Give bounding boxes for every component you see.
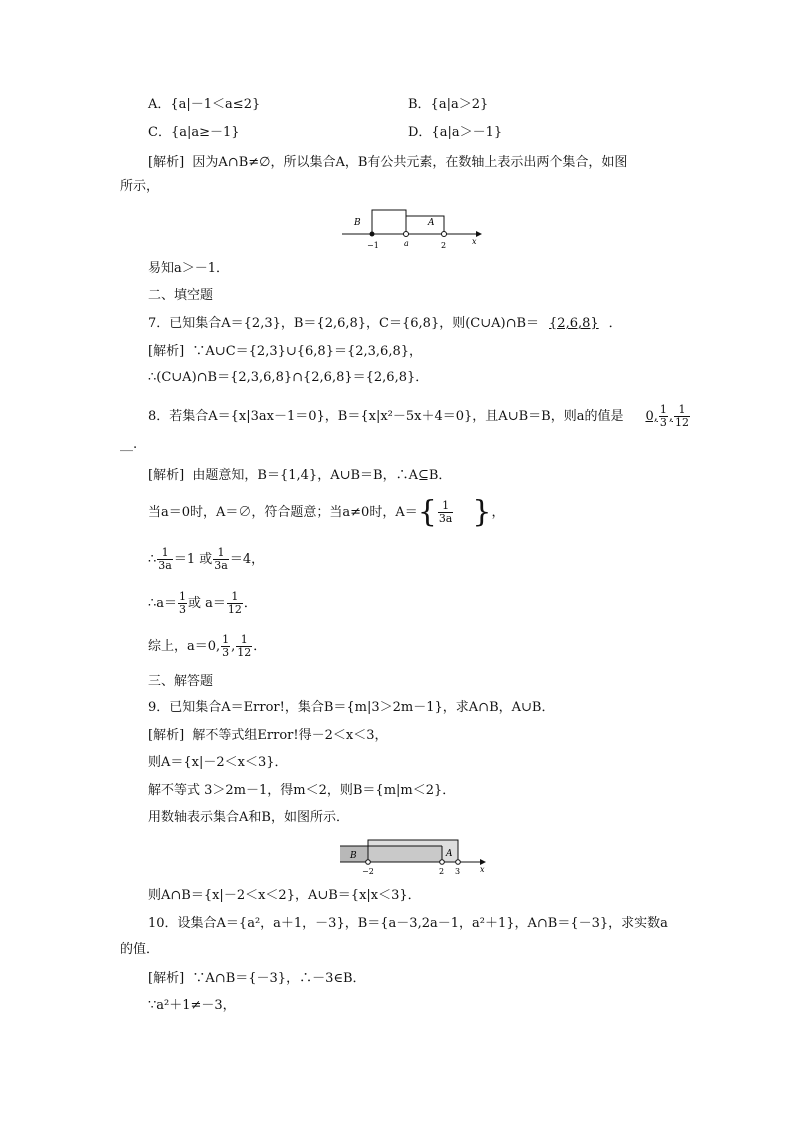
analysis-line: 用数轴表示集合A和B，如图所示． xyxy=(148,810,349,825)
q10-question: 10．设集合A＝{a²，a＋1，－3}，B＝{a－3,2a－1，a²＋1}，A∩B＝{－3}，求实数a xyxy=(148,916,668,931)
axis-label: x xyxy=(480,865,485,874)
numerator: 1 xyxy=(213,547,229,560)
fraction xyxy=(227,591,243,616)
open-point xyxy=(440,860,445,865)
analysis-line xyxy=(148,589,257,619)
fraction xyxy=(157,547,173,572)
axis-arrow xyxy=(476,231,482,237)
analysis-line: 所示， xyxy=(120,179,160,194)
label-b: B xyxy=(350,851,357,861)
analysis-line: 则A＝{x|－2＜x＜3}． xyxy=(148,755,288,770)
separator: , xyxy=(668,409,673,424)
numerator: 1 xyxy=(157,547,173,560)
analysis-line: 解不等式 3＞2m－1，得m＜2，则B＝{m|m＜2}． xyxy=(148,783,456,798)
analysis-tag: [解析] xyxy=(148,344,185,359)
analysis-line: 因为A∩B≠∅，所以集合A，B有公共元素，在数轴上表示出两个集合，如图 xyxy=(192,155,628,170)
denominator: 3 xyxy=(659,416,667,429)
denominator: 12 xyxy=(675,416,689,429)
numerator: 1 xyxy=(227,591,243,604)
label-a: A xyxy=(428,218,435,228)
q9-question: 9．已知集合A＝Error!，集合B＝{m|3＞2m－1}，求A∩B，A∪B． xyxy=(148,700,555,715)
denominator: 3 xyxy=(222,646,230,659)
answer-part: 0, xyxy=(645,409,658,424)
solid-point xyxy=(370,232,375,237)
question-text: 7．已知集合A＝{2,3}，B＝{2,6,8}，C＝{6,8}，则(C∪A)∩B＝ xyxy=(148,316,540,331)
answer xyxy=(623,403,691,429)
option-c: C．{a|a≥－1} xyxy=(148,125,240,140)
denominator: 3 xyxy=(179,603,187,616)
analysis-line: ∵a²＋1≠－3， xyxy=(148,998,236,1013)
text: ， xyxy=(491,505,505,520)
numerator: 1 xyxy=(438,500,454,513)
q8-analysis xyxy=(148,467,451,485)
fraction xyxy=(213,547,229,572)
analysis-tag: [解析] xyxy=(148,468,185,483)
q9-conclusion: 则A∩B＝{x|－2＜x＜2}，A∪B＝{x|x＜3}． xyxy=(148,888,421,903)
q7-question xyxy=(148,315,622,333)
analysis-tag: [解析] xyxy=(148,728,185,743)
denominator: 3a xyxy=(438,512,453,525)
text: 当a＝0时，A＝∅，符合题意；当a≠0时，A＝ xyxy=(148,505,418,520)
analysis-line xyxy=(148,496,504,530)
q6-analysis xyxy=(148,154,627,172)
numerator: 1 xyxy=(659,403,667,416)
section-heading: 二、填空题 xyxy=(148,288,214,303)
analysis-line: 解不等式组Error!得－2＜x＜3， xyxy=(192,728,388,743)
tick-label: 2 xyxy=(439,867,445,876)
text: ∴a＝ xyxy=(148,596,178,611)
analysis-tag: [解析] xyxy=(148,155,185,170)
answer: {2,6,8} xyxy=(549,316,599,331)
analysis-line: 由题意知，B＝{1,4}，A∪B＝B，∴A⊆B． xyxy=(192,468,452,483)
fraction xyxy=(674,404,690,429)
brace: { xyxy=(417,494,437,530)
open-point xyxy=(442,232,447,237)
numerator: 1 xyxy=(236,634,252,647)
q7-analysis xyxy=(148,343,422,361)
analysis-line xyxy=(148,545,264,575)
fraction xyxy=(659,404,668,429)
section-heading: 三、解答题 xyxy=(148,674,214,689)
option-a: A．{a|－1＜a≤2} xyxy=(148,97,261,112)
option-b: B．{a|a＞2} xyxy=(408,97,489,112)
answer-blank-tail: __. xyxy=(120,437,138,452)
q10-analysis xyxy=(148,970,366,988)
fraction xyxy=(236,634,252,659)
tick-label: 2 xyxy=(441,241,447,250)
open-point xyxy=(404,232,409,237)
denominator: 3a xyxy=(158,559,172,572)
text: ∴ xyxy=(148,552,157,567)
brace: } xyxy=(472,494,492,530)
fraction xyxy=(438,500,454,525)
set-a-bracket xyxy=(406,216,444,234)
set-b-bracket xyxy=(372,210,406,234)
numerator: 1 xyxy=(179,590,187,603)
label-b: B xyxy=(354,218,361,228)
text: 或 a＝ xyxy=(188,596,226,611)
analysis-line: ∵A∪C＝{2,3}∪{6,8}＝{2,3,6,8}， xyxy=(192,344,422,359)
tick-label: −2 xyxy=(362,867,374,876)
set-a-shade xyxy=(368,840,458,862)
text: 综上，a＝0, xyxy=(148,639,221,654)
q8-question xyxy=(148,404,691,429)
tick-label: 3 xyxy=(455,867,461,876)
q10-question: 的值． xyxy=(120,942,160,957)
analysis-tag: [解析] xyxy=(148,971,185,986)
denominator: 12 xyxy=(237,646,252,659)
numerator: 1 xyxy=(222,633,230,646)
tick-label: a xyxy=(404,239,409,248)
question-text: ． xyxy=(608,316,622,331)
analysis-line: ∵A∩B＝{－3}，∴－3∈B． xyxy=(192,971,366,986)
question-text: 8．若集合A＝{x|3ax－1＝0}，B＝{x|x²－5x＋4＝0}，且A∪B＝B，则a的值是 xyxy=(148,409,624,424)
open-point xyxy=(366,860,371,865)
option-d: D．{a|a＞－1} xyxy=(408,125,503,140)
fraction xyxy=(221,634,230,659)
separator: , xyxy=(231,639,236,654)
text: ． xyxy=(253,639,267,654)
fraction xyxy=(178,591,187,616)
number-line-figure-1 xyxy=(334,206,484,254)
text: ＝1 或 xyxy=(173,552,213,567)
number-line-figure-2 xyxy=(336,836,488,880)
q6-conclusion: 易知a＞－1． xyxy=(148,261,230,276)
axis-label: x xyxy=(472,237,477,246)
q9-analysis xyxy=(148,727,387,745)
analysis-line xyxy=(148,632,266,662)
text: ． xyxy=(243,596,257,611)
analysis-line: ∴(C∪A)∩B＝{2,3,6,8}∩{2,6,8}＝{2,6,8}． xyxy=(148,370,429,385)
label-a: A xyxy=(446,849,453,859)
tick-label: −1 xyxy=(367,241,379,250)
text: ＝4， xyxy=(229,552,265,567)
denominator: 3a xyxy=(214,559,228,572)
denominator: 12 xyxy=(227,603,242,616)
numerator: 1 xyxy=(674,404,690,417)
open-point xyxy=(456,860,461,865)
